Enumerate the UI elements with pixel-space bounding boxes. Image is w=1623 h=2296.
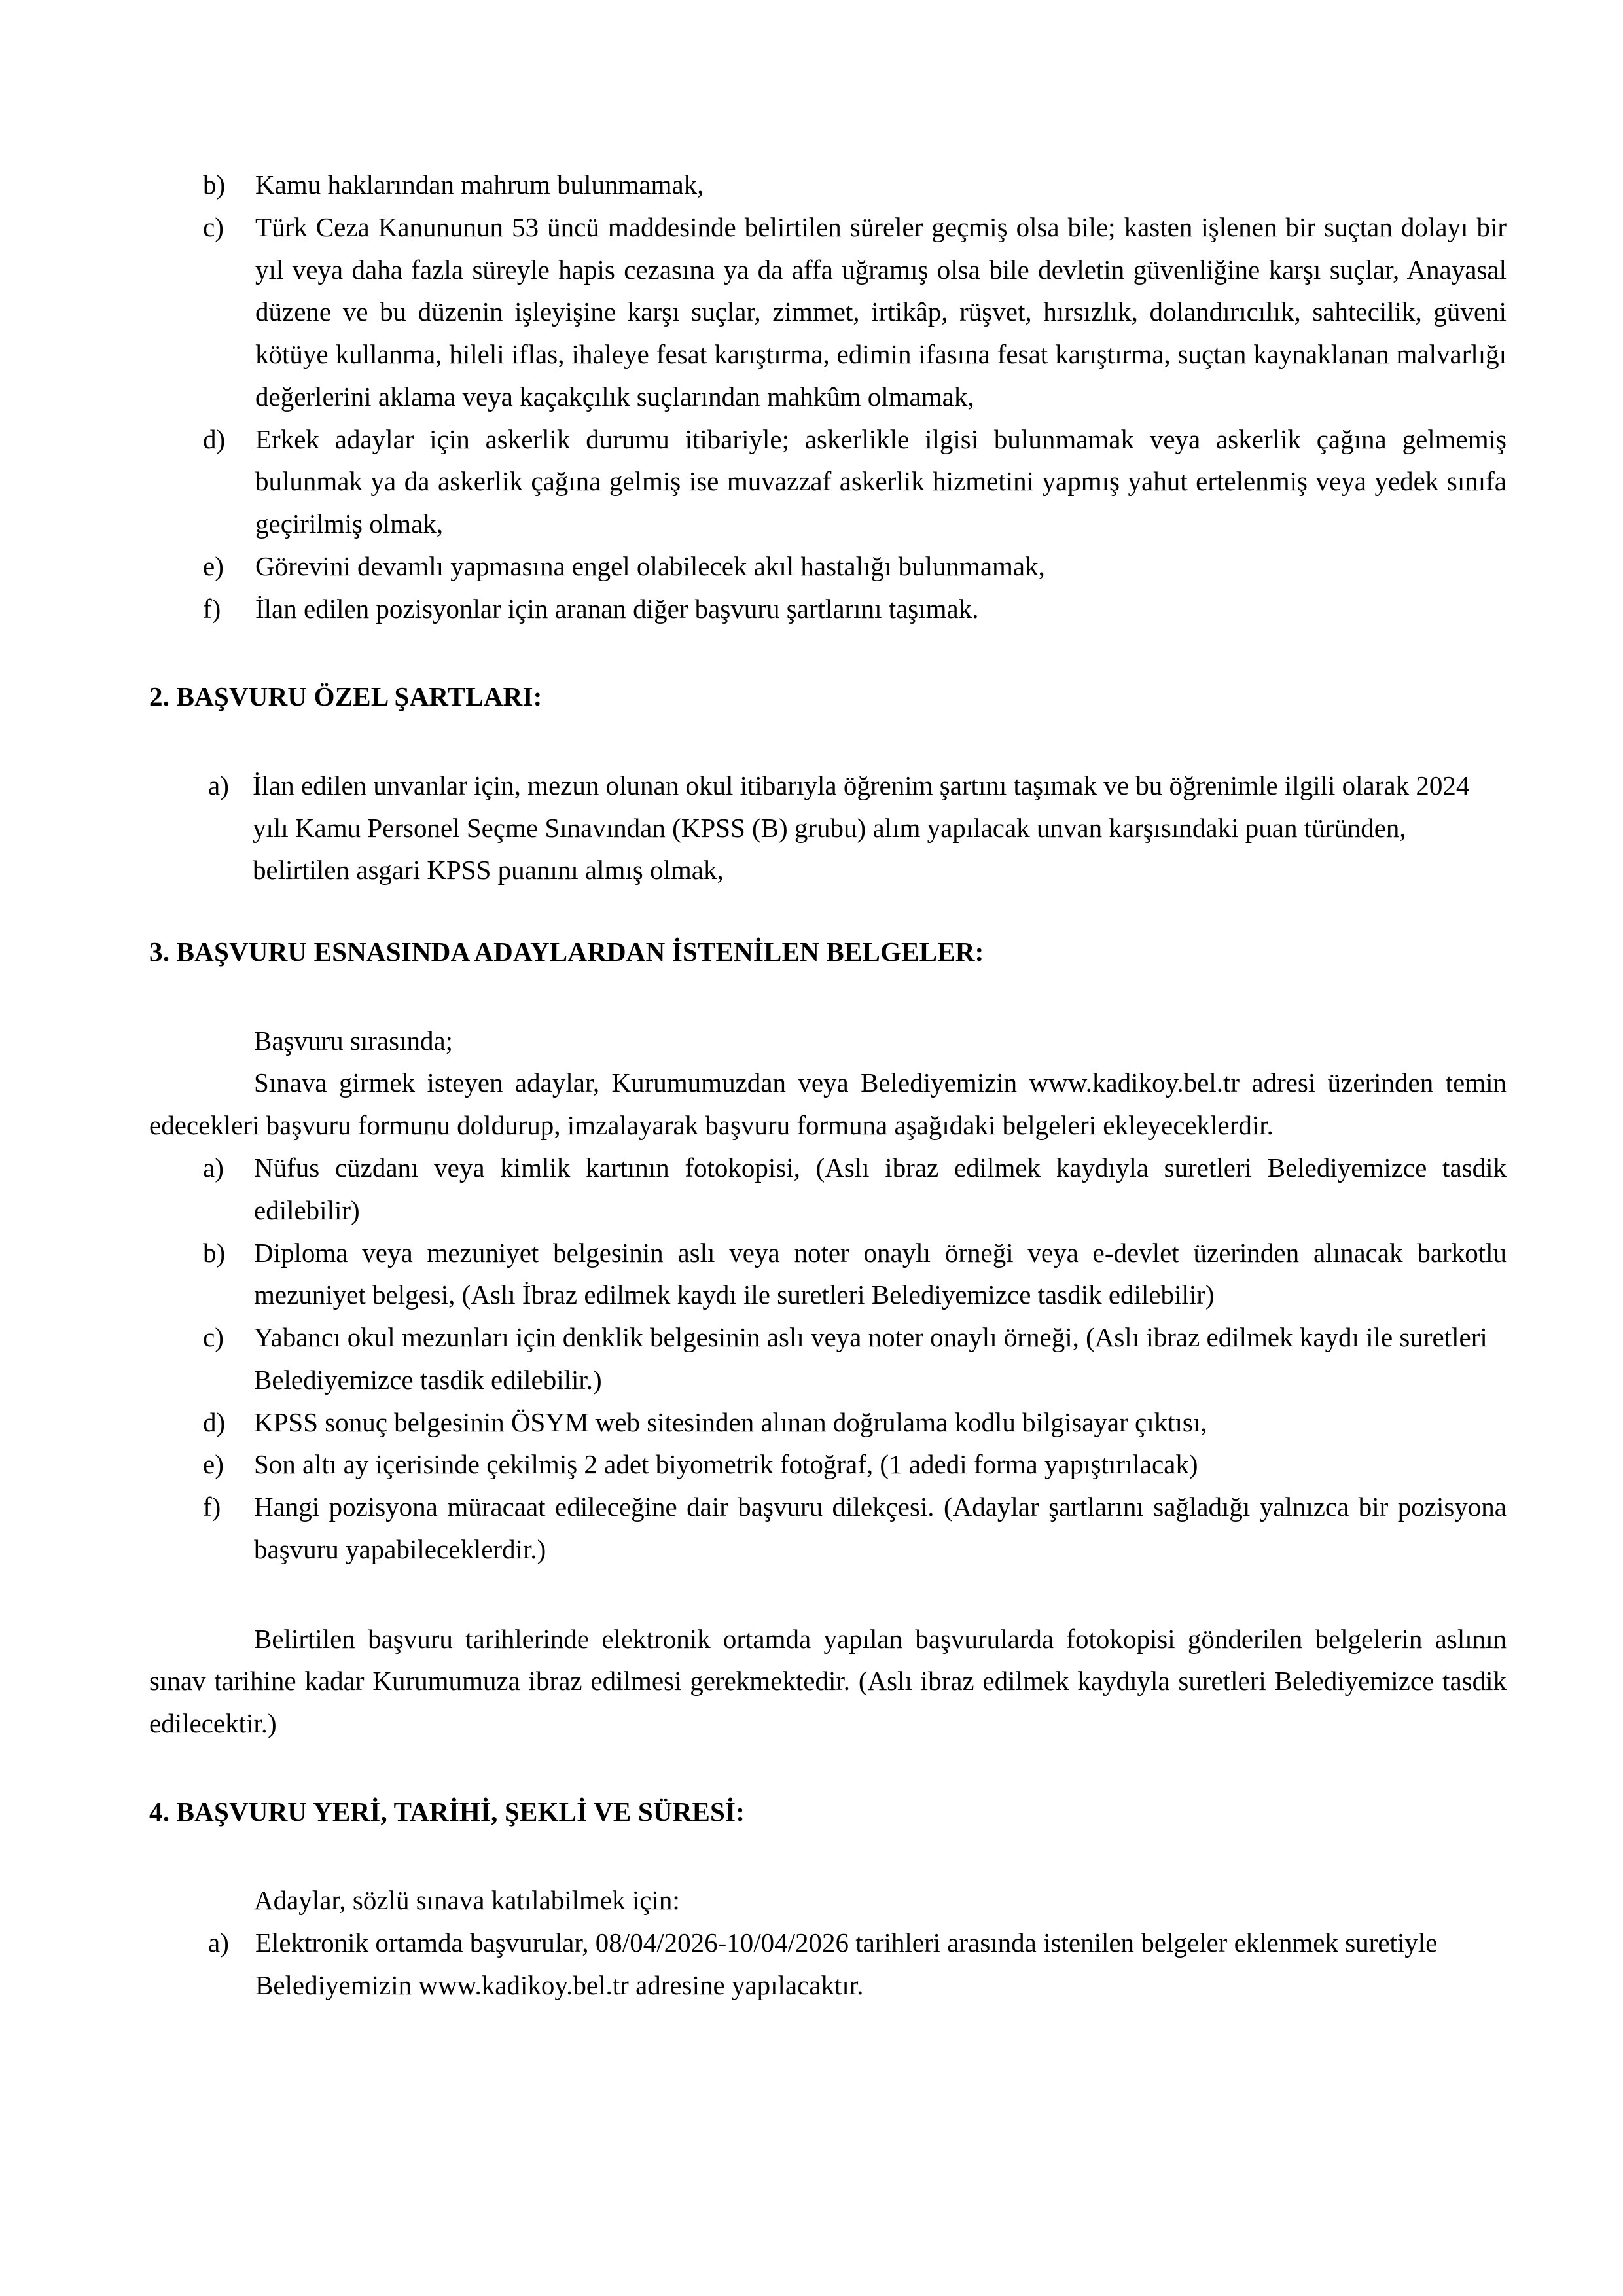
list-item xyxy=(149,1922,1507,2007)
list-item-text: KPSS sonuç belgesinin ÖSYM web sitesinden alınan doğrulama kodlu bilgisayar çıktısı, xyxy=(254,1407,1207,1437)
section3-heading: 3. BAŞVURU ESNASINDA ADAYLARDAN İSTENİLEN BELGELER: xyxy=(149,937,984,967)
list-marker: e) xyxy=(203,1449,224,1480)
list-item-text: Son altı ay içerisinde çekilmiş 2 adet biyometrik fotoğraf, (1 adedi forma yapıştırılacak) xyxy=(254,1449,1198,1480)
list-marker: a) xyxy=(203,1153,224,1183)
list-item-text: İlan edilen unvanlar için, mezun olunan okul itibarıyla öğrenim şartını taşımak ve bu öğrenimle ilgili olarak 2024 yılı Kamu Personel Seçme Sınavından (KPSS (B) grubu) alım yapılacak unvan karşısındaki puan türünden, belirtilen asgari KPSS puanını almış olmak, xyxy=(253,770,1470,886)
section2-heading: 2. BAŞVURU ÖZEL ŞARTLARI: xyxy=(149,681,543,712)
list-item xyxy=(149,1147,1507,1232)
spacer xyxy=(149,630,1507,677)
list-item xyxy=(149,206,1507,418)
list-marker: a) xyxy=(208,770,229,800)
spacer xyxy=(149,1571,1507,1618)
list-item-text: Yabancı okul mezunları için denklik belgesinin aslı veya noter onaylı örneği, (Aslı ibraz edilmek kaydı ile suretleri Belediyemizce tasdik edilebilir.) xyxy=(254,1322,1488,1395)
list-item xyxy=(149,588,1507,630)
list-item xyxy=(149,1316,1507,1401)
list-marker: b) xyxy=(203,170,226,200)
spacer xyxy=(149,1745,1507,1792)
list-item-text: Hangi pozisyona müracaat edileceğine dair başvuru dilekçesi. (Adaylar şartlarını sağladığı yalnızca bir pozisyona başvuru yapabileceklerdir.) xyxy=(254,1492,1507,1564)
section3-intro-line: Başvuru sırasında; xyxy=(254,1025,454,1056)
section4-heading: 4. BAŞVURU YERİ, TARİHİ, ŞEKLİ VE SÜRESİ: xyxy=(149,1796,745,1827)
list-item-text: Türk Ceza Kanununun 53 üncü maddesinde belirtilen süreler geçmiş olsa bile; kasten işlenen bir suçtan dolayı bir yıl veya daha fazla süreyle hapis cezasına ya da affa uğramış olsa bile devletin güvenliğine karşı suçlar, Anayasal düzene ve bu düzenin işleyişine karşı suçlar, zimmet, irtikâp, rüşvet, hırsızlık, dolandırıcılık, sahtecilik, güveni kötüye kullanma, hileli iflas, ihaleye fesat karıştırma, edimin ifasına fesat karıştırma, suçtan kaynaklanan malvarlığı değerlerini aklama veya kaçakçılık suçlarından mahkûm olmamak, xyxy=(255,211,1507,412)
list-marker: b) xyxy=(203,1237,226,1268)
section3-list xyxy=(149,1147,1507,1571)
section2-list xyxy=(149,764,1507,891)
list-item xyxy=(149,1401,1507,1444)
list-item xyxy=(149,418,1507,545)
list-marker: d) xyxy=(203,1407,226,1437)
spacer xyxy=(149,891,1507,932)
list-item xyxy=(149,545,1507,588)
section1-continuation-list xyxy=(149,164,1507,630)
spacer xyxy=(149,1832,1507,1879)
list-item-text: Diploma veya mezuniyet belgesinin aslı veya noter onaylı örneği veya e-devlet üzerinden alınacak barkotlu mezuniyet belgesi, (Aslı İbraz edilmek kaydı ile suretleri Belediyemizce tasdik edilebilir) xyxy=(254,1237,1507,1310)
list-item xyxy=(149,1443,1507,1486)
list-marker: d) xyxy=(203,423,226,454)
list-item-text: Erkek adaylar için askerlik durumu itibariyle; askerlikle ilgisi bulunmamak veya askerlik çağına gelmemiş bulunmak ya da askerlik çağına gelmiş ise muvazzaf askerlik hizmetini yapmış yahut ertelenmiş veya yedek sınıfa geçirilmiş olmak, xyxy=(255,423,1507,539)
list-marker: a) xyxy=(208,1928,229,1958)
section3-closing-paragraph: Belirtilen başvuru tarihlerinde elektronik ortamda yapılan başvurularda fotokopisi gönderilen belgelerin aslının sınav tarihine kadar Kurumumuza ibraz edilmesi gerekmektedir. (Aslı ibraz edilmek kaydıyla suretleri Belediyemizce tasdik edilecektir.) xyxy=(149,1623,1507,1739)
list-marker: e) xyxy=(203,550,224,581)
list-item-text: İlan edilen pozisyonlar için aranan diğer başvuru şartlarını taşımak. xyxy=(255,593,979,624)
list-item xyxy=(149,1486,1507,1571)
section4-list xyxy=(149,1922,1507,2007)
list-marker: f) xyxy=(203,1492,221,1522)
list-item-text: Elektronik ortamda başvurular, 08/04/2026-10/04/2026 tarihleri arasında istenilen belgeler eklenmek suretiyle Belediyemizin www.kadikoy.bel.tr adresine yapılacaktır. xyxy=(255,1928,1438,2000)
list-item-text: Nüfus cüzdanı veya kimlik kartının fotokopisi, (Aslı ibraz edilmek kaydıyla suretleri Belediyemizce tasdik edilebilir) xyxy=(254,1153,1507,1225)
spacer xyxy=(149,717,1507,764)
list-item-text: Kamu haklarından mahrum bulunmamak, xyxy=(255,170,704,200)
section3-intro-paragraph: Sınava girmek isteyen adaylar, Kurumumuzdan veya Belediyemizin www.kadikoy.bel.tr adresi üzerinden temin edecekleri başvuru formunu doldurup, imzalayarak başvuru formuna aşağıdaki belgeleri ekleyeceklerdir. xyxy=(149,1067,1507,1141)
list-item xyxy=(149,764,1507,891)
list-item xyxy=(149,164,1507,206)
list-marker: c) xyxy=(203,1322,224,1353)
list-marker: f) xyxy=(203,593,221,624)
section4-intro-line: Adaylar, sözlü sınava katılabilmek için: xyxy=(254,1885,680,1916)
list-item xyxy=(149,1232,1507,1317)
list-item-text: Görevini devamlı yapmasına engel olabilecek akıl hastalığı bulunmamak, xyxy=(255,550,1045,581)
list-marker: c) xyxy=(203,211,224,242)
spacer xyxy=(149,973,1507,1020)
